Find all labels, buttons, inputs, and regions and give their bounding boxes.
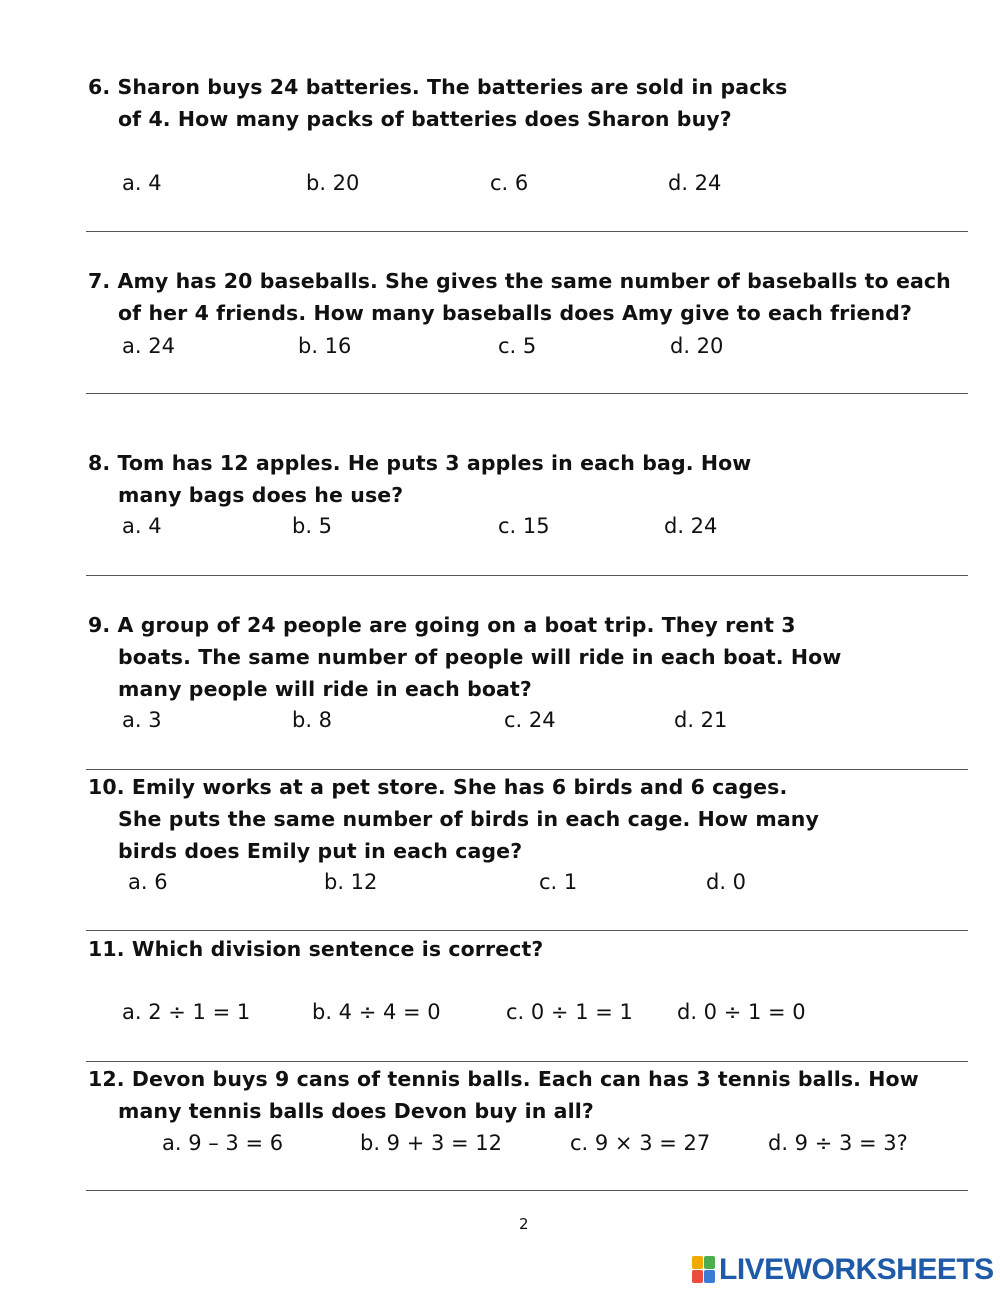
question-10-line-3: birds does Emily put in each cage? — [118, 839, 523, 863]
question-9-line-1: 9. A group of 24 people are going on a boat trip. They rent 3 — [88, 613, 796, 637]
divider — [86, 393, 968, 394]
q12-option-b[interactable]: b. 9 + 3 = 12 — [360, 1131, 503, 1155]
divider — [86, 575, 968, 576]
question-10-line-1: 10. Emily works at a pet store. She has 6 birds and 6 cages. — [88, 775, 788, 799]
page-number: 2 — [519, 1215, 529, 1233]
q7-option-d[interactable]: d. 20 — [670, 334, 724, 358]
question-7-line-2: of her 4 friends. How many baseballs does Amy give to each friend? — [118, 301, 912, 325]
q7-option-b[interactable]: b. 16 — [298, 334, 352, 358]
q6-option-b[interactable]: b. 20 — [306, 171, 360, 195]
divider — [86, 231, 968, 232]
q9-option-a[interactable]: a. 3 — [122, 708, 162, 732]
q10-option-d[interactable]: d. 0 — [706, 870, 747, 894]
q6-option-d[interactable]: d. 24 — [668, 171, 722, 195]
divider — [86, 1190, 968, 1191]
q8-option-b[interactable]: b. 5 — [292, 514, 333, 538]
q11-option-d[interactable]: d. 0 ÷ 1 = 0 — [677, 1000, 806, 1024]
logo-text: LIVEWORKSHEETS — [719, 1253, 994, 1286]
divider — [86, 1061, 968, 1062]
question-12-line-1: 12. Devon buys 9 cans of tennis balls. Each can has 3 tennis balls. How — [88, 1067, 919, 1091]
q7-option-c[interactable]: c. 5 — [498, 334, 537, 358]
liveworksheets-logo[interactable] — [692, 1254, 994, 1286]
q11-option-c[interactable]: c. 0 ÷ 1 = 1 — [506, 1000, 633, 1024]
q8-option-d[interactable]: d. 24 — [664, 514, 718, 538]
q12-option-d[interactable]: d. 9 ÷ 3 = 3? — [768, 1131, 908, 1155]
question-7-line-1: 7. Amy has 20 baseballs. She gives the same number of baseballs to each — [88, 269, 951, 293]
q6-option-a[interactable]: a. 4 — [122, 171, 162, 195]
q10-option-c[interactable]: c. 1 — [539, 870, 578, 894]
q9-option-c[interactable]: c. 24 — [504, 708, 556, 732]
q7-option-a[interactable]: a. 24 — [122, 334, 175, 358]
question-10-line-2: She puts the same number of birds in each cage. How many — [118, 807, 819, 831]
divider — [86, 769, 968, 770]
q8-option-a[interactable]: a. 4 — [122, 514, 162, 538]
question-8-line-2: many bags does he use? — [118, 483, 404, 507]
question-8-line-1: 8. Tom has 12 apples. He puts 3 apples in each bag. How — [88, 451, 752, 475]
q11-option-b[interactable]: b. 4 ÷ 4 = 0 — [312, 1000, 441, 1024]
q8-option-c[interactable]: c. 15 — [498, 514, 550, 538]
q10-option-a[interactable]: a. 6 — [128, 870, 168, 894]
question-12-line-2: many tennis balls does Devon buy in all? — [118, 1099, 594, 1123]
question-6-line-2: of 4. How many packs of batteries does Sharon buy? — [118, 107, 732, 131]
q10-option-b[interactable]: b. 12 — [324, 870, 378, 894]
q6-option-c[interactable]: c. 6 — [490, 171, 529, 195]
q12-option-a[interactable]: a. 9 – 3 = 6 — [162, 1131, 284, 1155]
q12-option-c[interactable]: c. 9 × 3 = 27 — [570, 1131, 711, 1155]
question-11-line-1: 11. Which division sentence is correct? — [88, 937, 544, 961]
question-6-line-1: 6. Sharon buys 24 batteries. The batteries are sold in packs — [88, 75, 788, 99]
divider — [86, 930, 968, 931]
question-9-line-2: boats. The same number of people will ride in each boat. How — [118, 645, 842, 669]
q9-option-b[interactable]: b. 8 — [292, 708, 333, 732]
logo-blocks-icon — [692, 1256, 716, 1284]
q9-option-d[interactable]: d. 21 — [674, 708, 728, 732]
q11-option-a[interactable]: a. 2 ÷ 1 = 1 — [122, 1000, 251, 1024]
question-9-line-3: many people will ride in each boat? — [118, 677, 532, 701]
